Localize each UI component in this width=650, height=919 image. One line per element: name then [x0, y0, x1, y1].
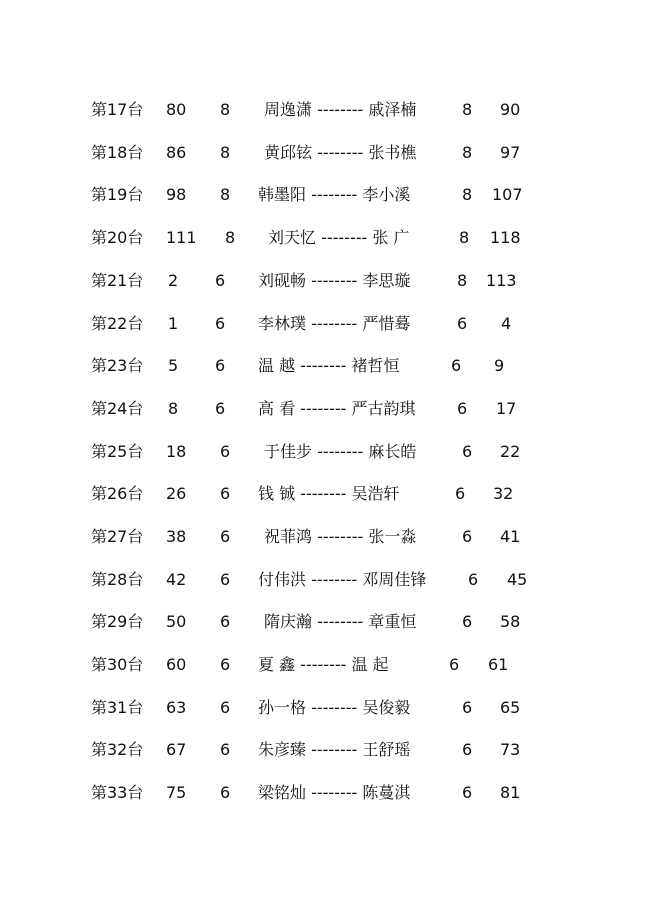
match-players: 高 看 -------- 严古韵琪: [258, 399, 416, 418]
player1-points: 6: [220, 442, 231, 461]
match-players: 周逸潇 -------- 戚泽楠: [264, 100, 417, 119]
pairing-row: [0, 440, 650, 464]
player1-number: 86: [166, 143, 187, 162]
table-number: 第21台: [91, 271, 144, 290]
player2-points: 6: [468, 570, 479, 589]
player1-points: 6: [220, 740, 231, 759]
player2-number: 65: [500, 698, 521, 717]
player2-points: 6: [462, 740, 473, 759]
player2-number: 32: [493, 484, 514, 503]
table-number: 第22台: [91, 314, 144, 333]
player1-number: 1: [168, 314, 179, 333]
table-number: 第30台: [91, 655, 144, 674]
pairing-row: [0, 354, 650, 378]
player2-points: 6: [451, 356, 462, 375]
pairing-row: [0, 568, 650, 592]
player2-points: 6: [462, 783, 473, 802]
player2-number: 73: [500, 740, 521, 759]
player1-points: 6: [220, 527, 231, 546]
match-players: 祝菲鸿 -------- 张一淼: [264, 527, 417, 546]
player1-points: 8: [220, 143, 231, 162]
player1-number: 98: [166, 185, 187, 204]
player2-number: 90: [500, 100, 521, 119]
table-number: 第24台: [91, 399, 144, 418]
player1-points: 6: [215, 356, 226, 375]
table-number: 第18台: [91, 143, 144, 162]
player2-points: 6: [462, 698, 473, 717]
player2-number: 107: [492, 185, 523, 204]
match-players: 刘砚畅 -------- 李思璇: [258, 271, 411, 290]
player1-points: 6: [220, 570, 231, 589]
match-players: 梁铭灿 -------- 陈蔓淇: [258, 783, 411, 802]
player1-number: 5: [168, 356, 179, 375]
player1-number: 38: [166, 527, 187, 546]
player2-points: 8: [462, 185, 473, 204]
table-number: 第32台: [91, 740, 144, 759]
player2-number: 58: [500, 612, 521, 631]
match-players: 孙一格 -------- 吴俊毅: [258, 698, 411, 717]
table-number: 第23台: [91, 356, 144, 375]
player1-number: 8: [168, 399, 179, 418]
player1-points: 6: [220, 484, 231, 503]
player2-number: 22: [500, 442, 521, 461]
player2-points: 8: [462, 100, 473, 119]
pairing-row: [0, 653, 650, 677]
player2-points: 8: [462, 143, 473, 162]
pairing-row: [0, 141, 650, 165]
player1-points: 6: [215, 399, 226, 418]
player2-points: 6: [462, 527, 473, 546]
player1-number: 111: [166, 228, 197, 247]
player1-number: 2: [168, 271, 179, 290]
match-players: 付伟洪 -------- 邓周佳锋: [258, 570, 427, 589]
player1-points: 8: [220, 100, 231, 119]
player2-number: 9: [494, 356, 505, 375]
player2-points: 8: [459, 228, 470, 247]
pairing-row: [0, 397, 650, 421]
player2-number: 45: [507, 570, 528, 589]
player2-points: 6: [457, 399, 468, 418]
match-players: 隋庆瀚 -------- 章重恒: [264, 612, 417, 631]
player1-number: 67: [166, 740, 187, 759]
player2-points: 6: [455, 484, 466, 503]
table-number: 第20台: [91, 228, 144, 247]
table-number: 第28台: [91, 570, 144, 589]
player2-number: 81: [500, 783, 521, 802]
player1-points: 6: [215, 271, 226, 290]
match-players: 韩墨阳 -------- 李小溪: [258, 185, 411, 204]
table-number: 第19台: [91, 185, 144, 204]
pairing-row: [0, 696, 650, 720]
player1-number: 26: [166, 484, 187, 503]
player1-number: 42: [166, 570, 187, 589]
player2-points: 6: [462, 442, 473, 461]
player2-number: 17: [496, 399, 517, 418]
player1-number: 80: [166, 100, 187, 119]
pairing-row: [0, 738, 650, 762]
player2-points: 8: [457, 271, 468, 290]
match-players: 李林璞 -------- 严惜蓦: [258, 314, 411, 333]
player1-points: 6: [215, 314, 226, 333]
pairing-row: [0, 98, 650, 122]
player2-points: 6: [457, 314, 468, 333]
player1-points: 6: [220, 698, 231, 717]
pairing-row: [0, 525, 650, 549]
match-players: 夏 鑫 -------- 温 起: [258, 655, 389, 674]
match-players: 钱 铖 -------- 吴浩轩: [258, 484, 400, 503]
pairing-row: [0, 183, 650, 207]
pairing-row: [0, 312, 650, 336]
match-players: 朱彦臻 -------- 王舒瑶: [258, 740, 411, 759]
player1-number: 50: [166, 612, 187, 631]
player2-points: 6: [462, 612, 473, 631]
table-number: 第25台: [91, 442, 144, 461]
player1-number: 18: [166, 442, 187, 461]
player2-number: 97: [500, 143, 521, 162]
player2-number: 4: [501, 314, 512, 333]
player2-number: 41: [500, 527, 521, 546]
player1-points: 6: [220, 655, 231, 674]
match-players: 刘天忆 -------- 张 广: [268, 228, 410, 247]
player2-number: 118: [490, 228, 521, 247]
player1-number: 63: [166, 698, 187, 717]
player1-points: 6: [220, 783, 231, 802]
player2-number: 113: [486, 271, 517, 290]
table-number: 第31台: [91, 698, 144, 717]
table-number: 第33台: [91, 783, 144, 802]
pairing-row: [0, 610, 650, 634]
match-players: 黄邱铉 -------- 张书樵: [264, 143, 417, 162]
player1-number: 75: [166, 783, 187, 802]
pairing-row: [0, 226, 650, 250]
player1-points: 8: [225, 228, 236, 247]
player2-number: 61: [488, 655, 509, 674]
table-number: 第17台: [91, 100, 144, 119]
table-number: 第29台: [91, 612, 144, 631]
table-number: 第27台: [91, 527, 144, 546]
pairing-row: [0, 269, 650, 293]
table-number: 第26台: [91, 484, 144, 503]
pairing-row: [0, 781, 650, 805]
match-players: 温 越 -------- 褚哲恒: [258, 356, 400, 375]
match-players: 于佳步 -------- 麻长皓: [264, 442, 417, 461]
player1-number: 60: [166, 655, 187, 674]
player1-points: 8: [220, 185, 231, 204]
player1-points: 6: [220, 612, 231, 631]
player2-points: 6: [449, 655, 460, 674]
pairing-row: [0, 482, 650, 506]
